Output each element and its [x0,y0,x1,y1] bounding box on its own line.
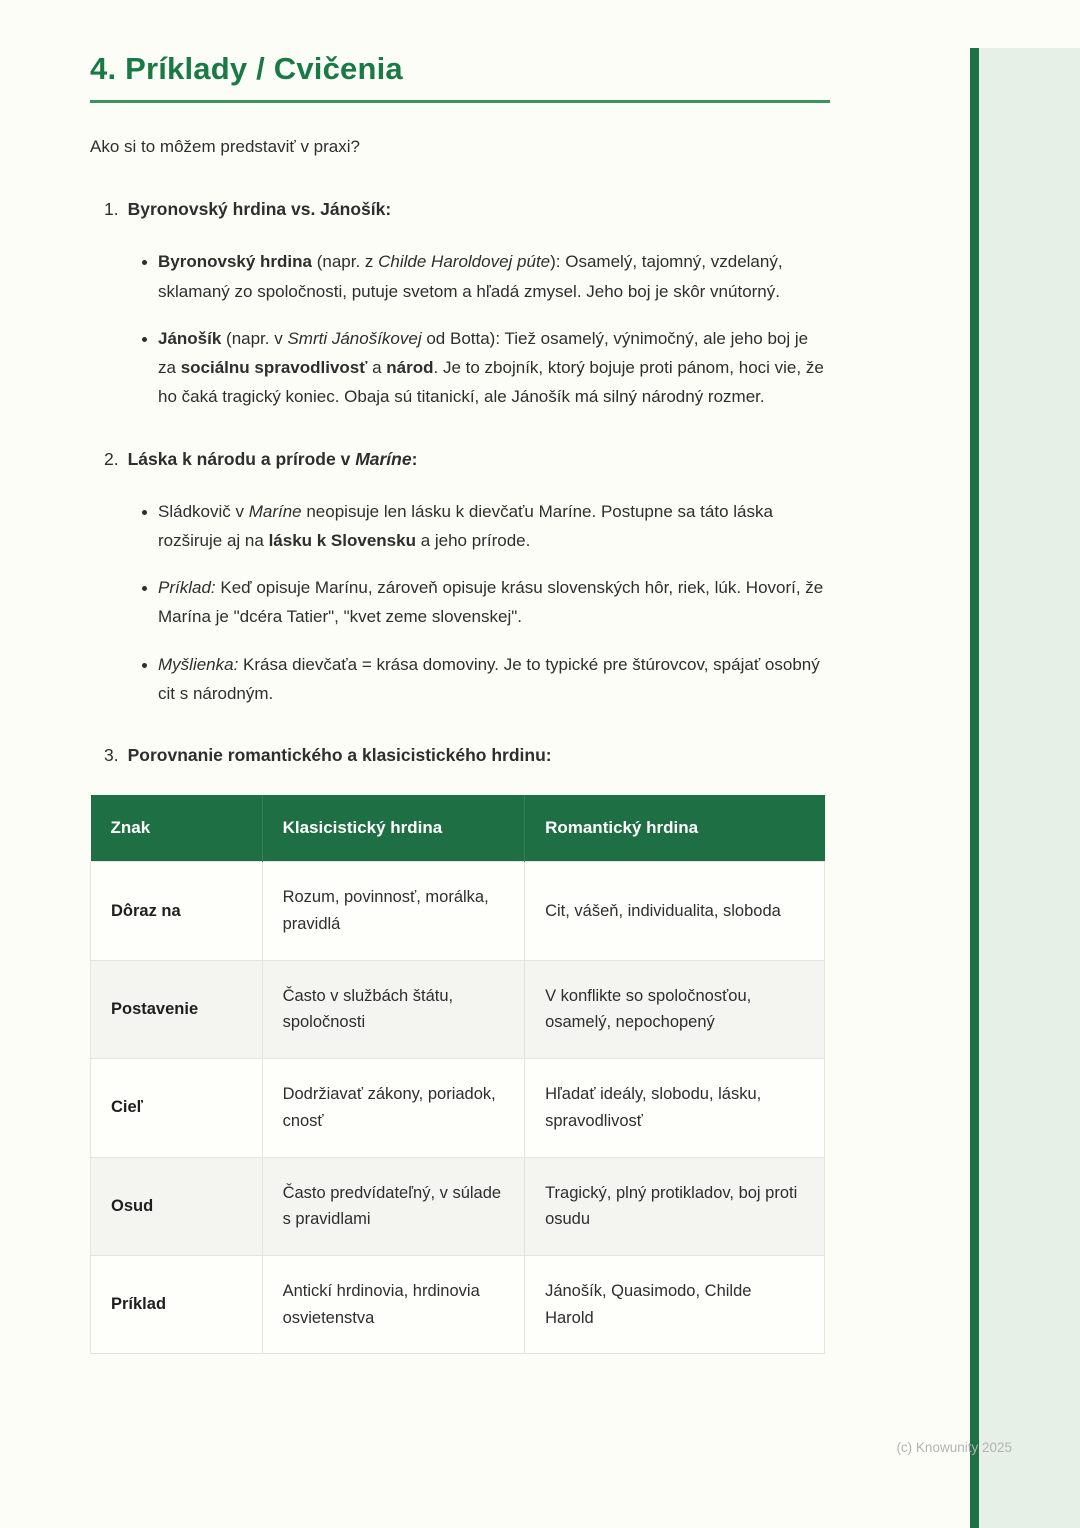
bullet-item [158,497,830,555]
bullet-list [104,497,830,708]
text-segment: (napr. z [312,252,379,272]
text-segment: Sládkovič v [158,501,249,521]
text-segment: Keď opisuje Marínu, zároveň opisuje krásu slovenských hôr, riek, lúk. Hovorí, že Marína je "dcéra Tatier", "kvet zeme slovenskej". [158,578,824,627]
item-heading [104,446,830,473]
list-number: 1. [104,199,119,220]
table-row [91,1059,825,1157]
row-label-cell: Dôraz na [91,862,263,960]
bullet-item [158,324,830,412]
table-cell: Hľadať ideály, slobodu, lásku, spravodlivosť [525,1059,825,1157]
bullet-list [104,247,830,411]
table-cell: Často predvídateľný, v súlade s pravidlami [262,1157,525,1255]
item-heading [104,196,830,223]
text-segment: Byronovský hrdina [158,252,312,272]
list-number: 2. [104,448,119,469]
text-segment: Príklad: [158,578,216,598]
right-accent-bar [970,48,979,1528]
comparison-table [90,795,825,1354]
text-segment: neopisuje len lásku k dievčaťu Maríne. Postupne sa táto láska rozširuje aj na [158,501,773,550]
text-segment: Jánošík [158,328,222,348]
text-segment: Childe Haroldovej púte [378,252,551,272]
text-segment: Myšlienka: [158,654,239,674]
text-segment: Byronovský hrdina vs. Jánošík: [127,199,392,220]
text-segment: a [367,358,387,378]
copyright-watermark: (c) Knowunity 2025 [896,1440,1012,1455]
table-row [91,1157,825,1255]
bullet-item [158,650,830,708]
text-segment: od Botta): Tiež osamelý, výnimočný, ale jeho boj je za [158,328,809,378]
content-area [90,52,830,1354]
bullet-item [158,573,830,631]
text-segment: Maríne [355,448,412,469]
list-item [104,196,830,411]
page-title: 4. Príklady / Cvičenia [90,51,403,86]
table-cell: Cit, vášeň, individualita, sloboda [525,862,825,960]
table-row [91,862,825,960]
text-segment: Smrti Jánošíkovej [287,328,422,348]
title-underline [90,100,830,103]
row-label-cell: Príklad [91,1255,263,1353]
bullet-item [158,247,830,305]
right-side-strip [979,48,1080,1528]
table-row [91,1255,825,1353]
list-number: 3. [104,745,119,766]
table-cell: Antickí hrdinovia, hrdinovia osvietenstva [262,1255,525,1353]
table-cell: V konflikte so spoločnosťou, osamelý, nepochopený [525,960,825,1058]
text-segment: (napr. v [221,328,288,348]
text-segment: národ [386,358,434,378]
numbered-list [90,196,830,769]
list-item [104,446,830,709]
text-segment: Maríne [248,501,302,521]
list-item [104,742,830,769]
text-segment: a jeho prírode. [415,530,531,550]
text-segment: ): Osamelý, tajomný, vzdelaný, sklamaný zo spoločnosti, putuje svetom a hľadá zmysel. Jeho boj je skôr vnútorný. [158,252,783,301]
text-segment: Porovnanie romantického a klasicistického hrdinu: [127,745,552,766]
row-label-cell: Osud [91,1157,263,1255]
item-heading [104,742,830,769]
table-row [91,960,825,1058]
table-header-row [91,795,825,862]
table-cell: Dodržiavať zákony, poriadok, cnosť [262,1059,525,1157]
text-segment: Krása dievčaťa = krása domoviny. Je to typické pre štúrovcov, spájať osobný cit s národným. [158,654,820,703]
text-segment: . Je to zbojník, ktorý bojuje proti pánom, hoci vie, že ho čaká tragický koniec. Obaja sú titanickí, ale Jánošík má silný národný rozmer. [158,358,824,407]
table-header-cell: Znak [91,795,263,862]
text-segment: Láska k národu a prírode v [127,448,356,469]
table-header-cell: Romantický hrdina [525,795,825,862]
row-label-cell: Postavenie [91,960,263,1058]
table-cell: Rozum, povinnosť, morálka, pravidlá [262,862,525,960]
table-cell: Jánošík, Quasimodo, Childe Harold [525,1255,825,1353]
table-cell: Často v službách štátu, spoločnosti [262,960,525,1058]
text-segment: lásku k Slovensku [268,530,416,550]
text-segment: sociálnu spravodlivosť [180,358,368,378]
table-cell: Tragický, plný protikladov, boj proti osudu [525,1157,825,1255]
table-header-cell: Klasicistický hrdina [262,795,525,862]
intro-paragraph: Ako si to môžem predstaviť v praxi? [90,137,360,157]
row-label-cell: Cieľ [91,1059,263,1157]
text-segment: : [411,448,418,469]
